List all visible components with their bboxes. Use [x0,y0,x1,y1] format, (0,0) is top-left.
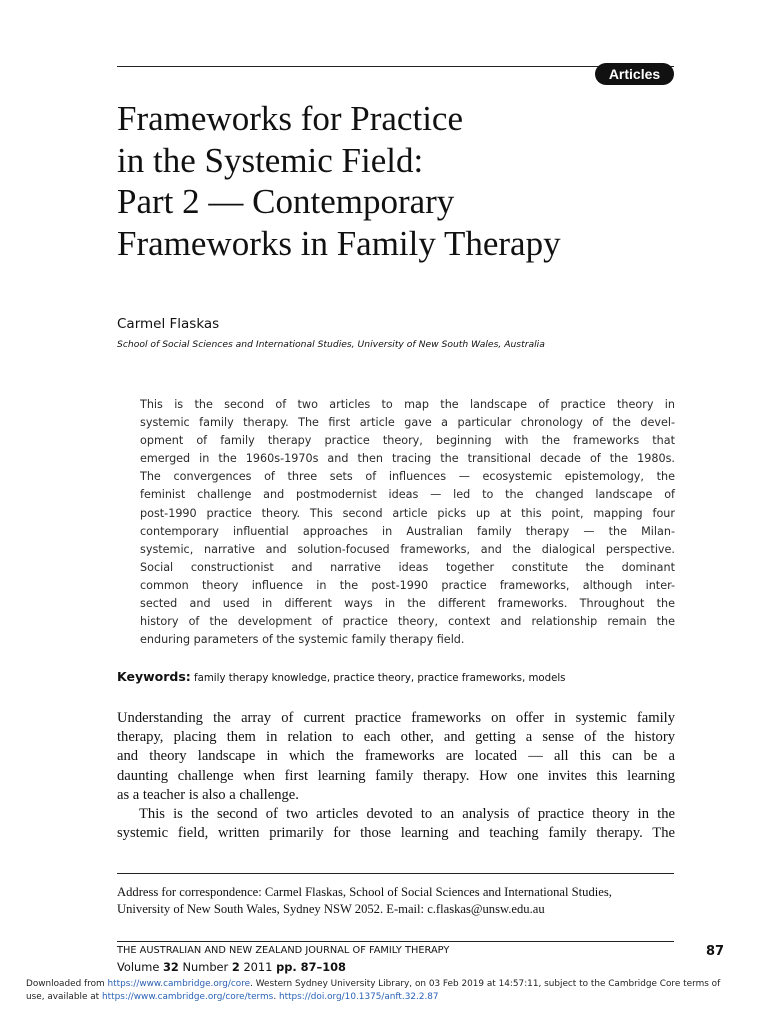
abstract-line: post-1990 practice theory. This second article picks up at this point, mapping four [140,506,675,520]
body-line: This is the second of two articles devoted to an analysis of practice theory in the [139,806,675,823]
correspondence-address [117,884,675,918]
year: 2011 [243,960,273,974]
download-middle: . Western Sydney University Library, on 03 Feb 2019 at 14:57:11, subject to the Cambridge Core terms of [250,979,721,989]
abstract-line: The convergences of three sets of influences — ecosystemic epistemology, the [140,470,675,484]
author-name: Carmel Flaskas [117,316,220,332]
abstract-line: systemic, narrative and solution-focused frameworks, and the dialogical perspective. [140,542,675,556]
abstract-line: enduring parameters of the systemic family therapy field. [140,633,465,647]
volume-info [117,960,346,974]
volume-number: 32 [163,960,179,974]
body-line: systemic field, written primarily for those learning and teaching family therapy. The [117,825,675,842]
keywords [117,669,565,684]
abstract-line: emerged in the 1960s-1970s and then tracing the transitional decade of the 1980s. [140,452,675,466]
author-affiliation: School of Social Sciences and International Studies, University of New South Wales, Australia [117,339,545,350]
core-link[interactable]: https://www.cambridge.org/core [107,979,251,989]
download-line2-prefix: use, available at [26,991,102,1002]
download-line2-middle: . [273,991,279,1002]
abstract-line: sected and used in different ways in the different frameworks. Throughout the [140,597,675,611]
body-line: as a teacher is also a challenge. [117,786,299,803]
abstract [140,396,675,649]
doi-link[interactable]: https://doi.org/10.1375/anft.32.2.87 [278,991,439,1002]
abstract-line: feminist challenge and postmodernist ideas — led to the changed landscape of [140,488,675,502]
address-line: University of New South Wales, Sydney NSW 2052. E-mail: c.flaskas@unsw.edu.au [117,902,545,916]
download-line [26,978,756,991]
header-rule [117,66,674,67]
body-text [117,709,675,843]
keywords-text: family therapy knowledge, practice theory, practice frameworks, models [194,673,566,684]
abstract-line: opment of family therapy practice theory, beginning with the frameworks that [140,434,675,448]
abstract-line: common theory influence in the post-1990 practice frameworks, although inter- [140,578,675,592]
section-badge: Articles [595,63,674,85]
abstract-line: This is the second of two articles to map the landscape of practice theory in [140,398,675,411]
abstract-line: contemporary influential approaches in Australian family therapy — the Milan- [140,524,675,538]
keywords-label: Keywords: [117,669,191,684]
page-range: pp. 87–108 [276,960,346,974]
volume-label: Volume [117,960,160,974]
abstract-line: Social constructionist and narrative ideas together constitute the dominant [140,560,675,574]
title-line: Frameworks in Family Therapy [117,223,561,263]
terms-link[interactable]: https://www.cambridge.org/core/terms [101,991,274,1002]
download-line [26,991,756,1004]
journal-name: THE AUSTRALIAN AND NEW ZEALAND JOURNAL OF FAMILY THERAPY [117,945,450,956]
abstract-line: systemic family therapy. The first article gave a particular chronology of the devel- [140,416,675,430]
address-line: Address for correspondence: Carmel Flaskas, School of Social Sciences and International Studies, [117,885,612,899]
title-line: in the Systemic Field: [117,140,424,180]
issue-number: 2 [231,960,240,974]
page-number: 87 [706,944,725,959]
article-title [117,98,677,264]
number-label: Number [182,960,229,974]
title-line: Frameworks for Practice [117,99,463,138]
download-notice [26,978,756,1003]
download-prefix: Downloaded from [26,979,108,989]
body-line: therapy, placing them in relation to each other, and getting a sense of the history [117,729,675,746]
footer-rule [117,941,674,942]
body-line: daunting challenge when first learning family therapy. How one invites this learning [117,767,675,784]
body-line: and theory landscape in which the frameworks are located — all this can be a [117,748,675,765]
body-line: Understanding the array of current practice frameworks on offer in systemic family [117,710,675,726]
title-line: Part 2 — Contemporary [117,182,455,221]
abstract-line: history of the development of practice theory, context and relationship remain the [140,615,675,629]
footnote-rule [117,873,674,874]
